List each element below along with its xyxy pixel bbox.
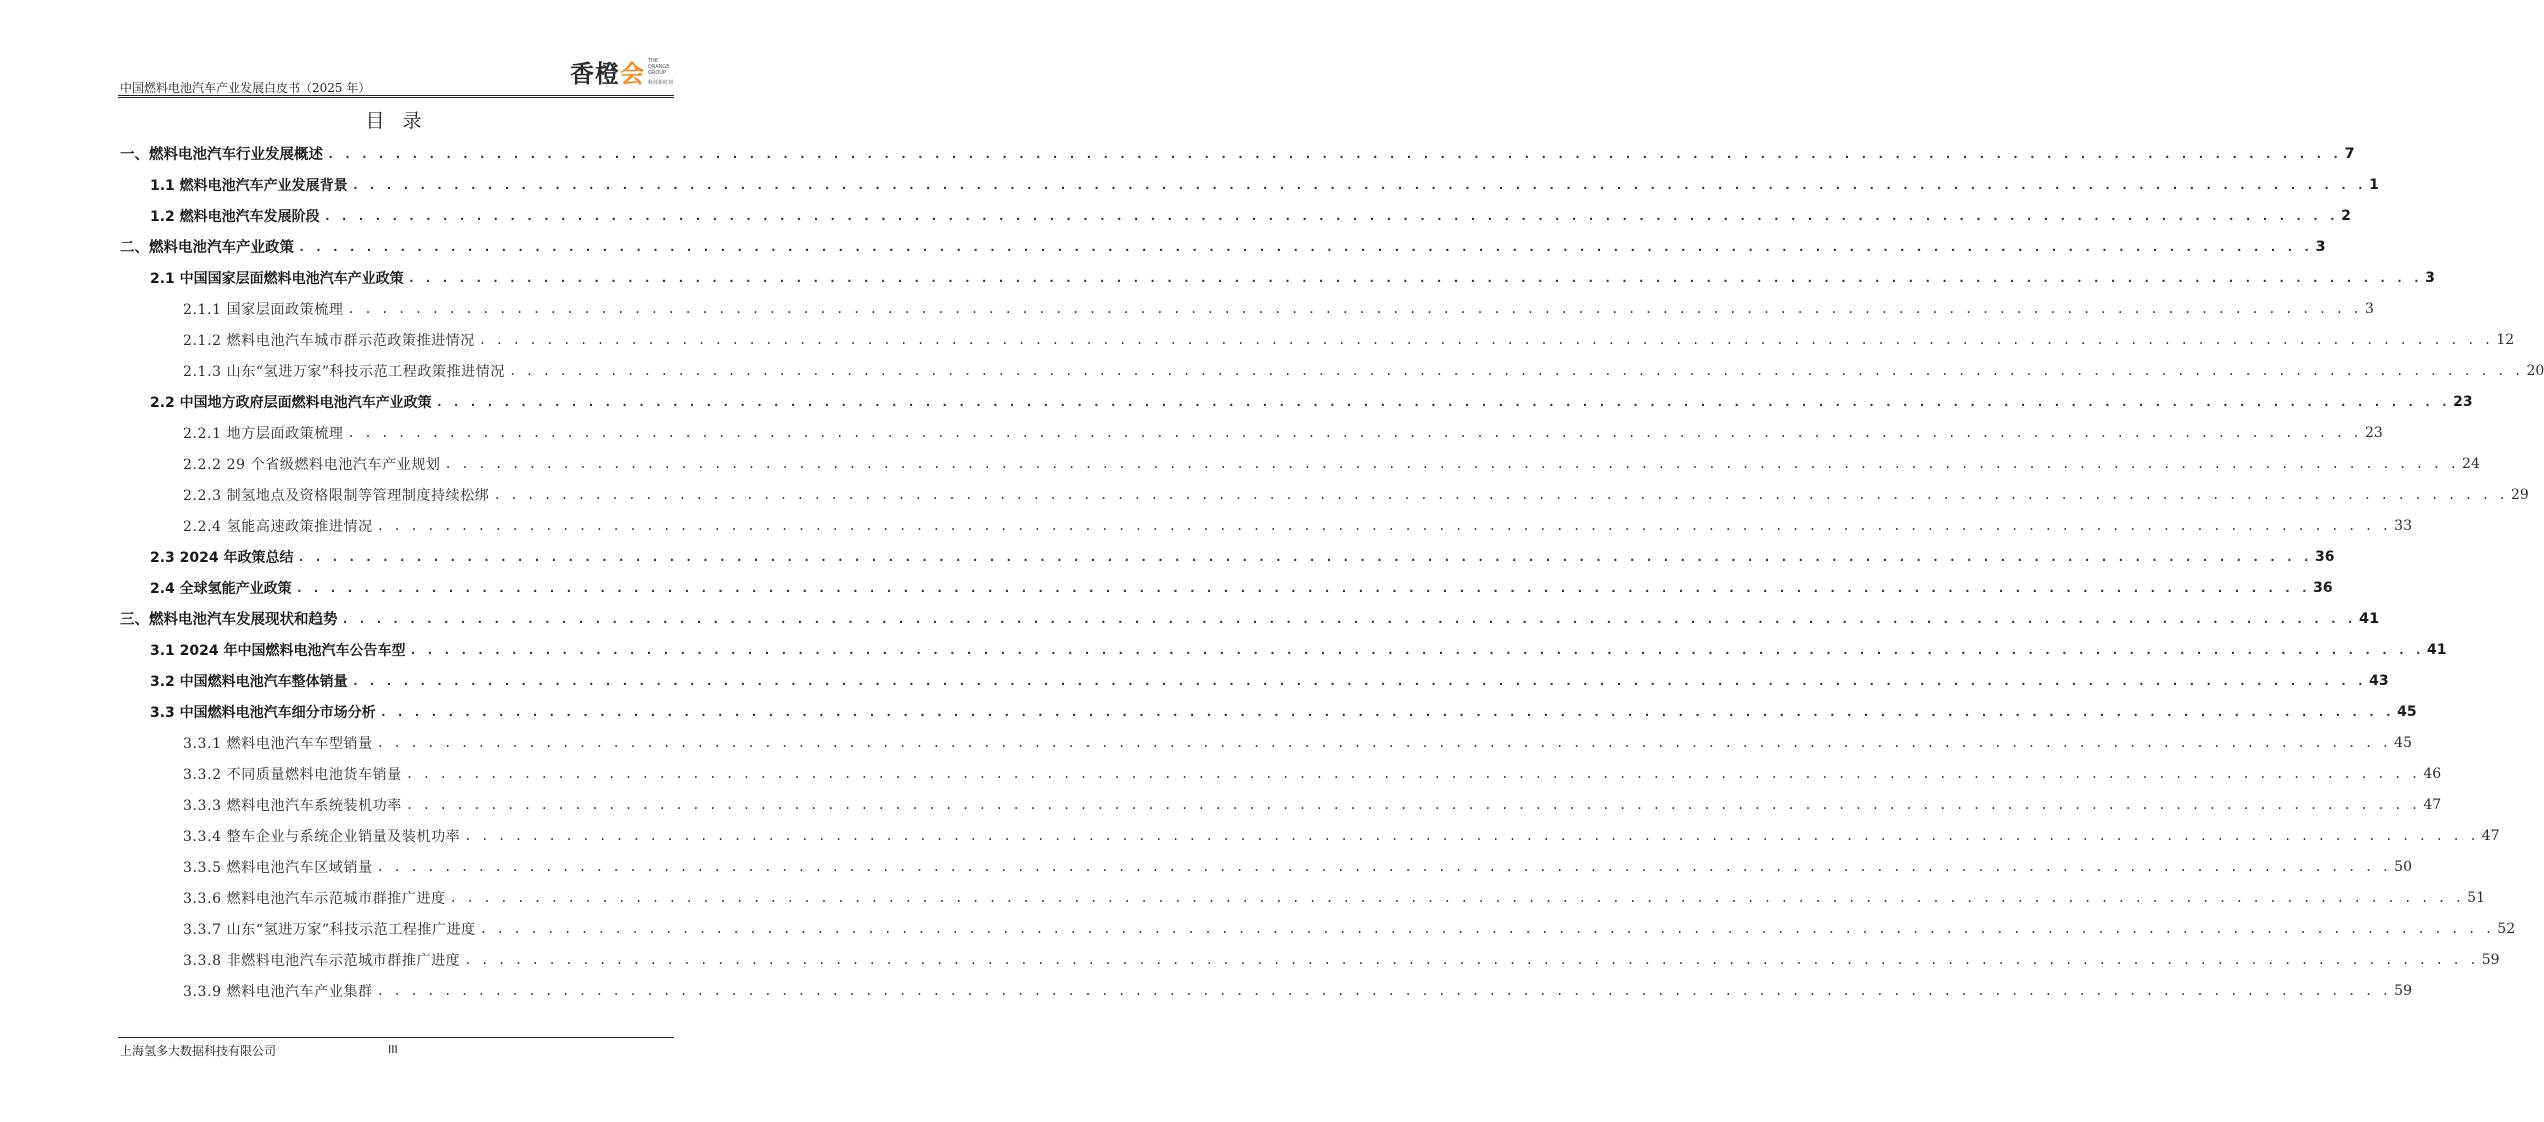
- toc-leader-dots: . . . . . . . . . . . . . . . . . . . . . . . . . . . . . . . . . . . . . . . . . . . . . . . . . . . . . . . . . . . . . . . . . . . . . . . . . . . . . . . . . . . . . . . . . . . . . . . . . . . . . . . . . . . . . . . . . . . . . . . .: [323, 209, 2338, 223]
- toc-leader-dots: . . . . . . . . . . . . . . . . . . . . . . . . . . . . . . . . . . . . . . . . . . . . . . . . . . . . . . . . . . . . . . . . . . . . . . . . . . . . . . . . . . . . . . . . . . . . . . . . . . . . . . . . . . . . . . . . . . . . . . . .: [509, 364, 2523, 378]
- toc-entry-label: 2.2.3 制氢地点及资格限制等管理制度持续松绑: [183, 487, 490, 504]
- toc-entry-page: 1: [2369, 176, 2379, 193]
- toc-leader-dots: . . . . . . . . . . . . . . . . . . . . . . . . . . . . . . . . . . . . . . . . . . . . . . . . . . . . . . . . . . . . . . . . . . . . . . . . . . . . . . . . . . . . . . . . . . . . . . . . . . . . . . . . . . . . . . . . . . . . . . . .: [449, 891, 2464, 905]
- toc-leader-dots: . . . . . . . . . . . . . . . . . . . . . . . . . . . . . . . . . . . . . . . . . . . . . . . . . . . . . . . . . . . . . . . . . . . . . . . . . . . . . . . . . . . . . . . . . . . . . . . . . . . . . . . . . . . . . . . . . . . . . . . .: [407, 271, 2422, 285]
- toc-entry-level-3[interactable]: [120, 789, 2442, 820]
- toc-leader-dots: . . . . . . . . . . . . . . . . . . . . . . . . . . . . . . . . . . . . . . . . . . . . . . . . . . . . . . . . . . . . . . . . . . . . . . . . . . . . . . . . . . . . . . . . . . . . . . . . . . . . . . . . . . . . . . . . . . . . . . . .: [405, 798, 2420, 812]
- toc-entry-level-2[interactable]: [120, 169, 2379, 200]
- toc-entry-page: 24: [2462, 455, 2480, 472]
- toc-entry-label: 2.3 2024 年政策总结: [150, 549, 294, 566]
- toc-entry-label: 3.3.3 燃料电池汽车系统装机功率: [183, 797, 402, 814]
- toc-entry-page: 2: [2341, 207, 2351, 224]
- toc-entry-label: 三、燃料电池汽车发展现状和趋势: [120, 612, 338, 628]
- toc-leader-dots: . . . . . . . . . . . . . . . . . . . . . . . . . . . . . . . . . . . . . . . . . . . . . . . . . . . . . . . . . . . . . . . . . . . . . . . . . . . . . . . . . . . . . . . . . . . . . . . . . . . . . . . . . . . . . . . . . . . . . . . .: [351, 674, 2366, 688]
- toc-title: 目 录: [365, 110, 428, 132]
- header-rule-secondary: [118, 97, 674, 98]
- toc-entry-level-3[interactable]: [120, 479, 2529, 510]
- toc-entry-page: 12: [2496, 331, 2515, 348]
- toc-entry-label: 3.3.5 燃料电池汽车区域销量: [183, 859, 373, 876]
- toc-leader-dots: . . . . . . . . . . . . . . . . . . . . . . . . . . . . . . . . . . . . . . . . . . . . . . . . . . . . . . . . . . . . . . . . . . . . . . . . . . . . . . . . . . . . . . . . . . . . . . . . . . . . . . . . . . . . . . . . . . . . . . . .: [297, 550, 2311, 564]
- toc-entry-level-3[interactable]: [120, 758, 2442, 789]
- toc-entry-page: 59: [2394, 982, 2412, 999]
- toc-entry-page: 23: [2364, 424, 2383, 441]
- toc-entry-page: 45: [2394, 734, 2412, 751]
- running-header-title: 中国燃料电池汽车产业发展白皮书（2025 年）: [120, 81, 371, 95]
- toc-leader-dots: . . . . . . . . . . . . . . . . . . . . . . . . . . . . . . . . . . . . . . . . . . . . . . . . . . . . . . . . . . . . . . . . . . . . . . . . . . . . . . . . . . . . . . . . . . . . . . . . . . . . . . . . . . . . . . . . . . . . . . . .: [379, 705, 2394, 719]
- toc-entry-page: 43: [2369, 672, 2389, 689]
- footer-page-number: III: [388, 1043, 398, 1056]
- toc-entry-label: 3.2 中国燃料电池汽车整体销量: [150, 673, 348, 690]
- toc-leader-dots: . . . . . . . . . . . . . . . . . . . . . . . . . . . . . . . . . . . . . . . . . . . . . . . . . . . . . . . . . . . . . . . . . . . . . . . . . . . . . . . . . . . . . . . . . . . . . . . . . . . . . . . . . . . . . . . . . . . . . . . .: [405, 767, 2420, 781]
- toc-leader-dots: . . . . . . . . . . . . . . . . . . . . . . . . . . . . . . . . . . . . . . . . . . . . . . . . . . . . . . . . . . . . . . . . . . . . . . . . . . . . . . . . . . . . . . . . . . . . . . . . . . . . . . . . . . . . . . . . . . . . . . . .: [435, 395, 2450, 409]
- toc-leader-dots: . . . . . . . . . . . . . . . . . . . . . . . . . . . . . . . . . . . . . . . . . . . . . . . . . . . . . . . . . . . . . . . . . . . . . . . . . . . . . . . . . . . . . . . . . . . . . . . . . . . . . . . . . . . . . . . . . . . . . . . .: [327, 147, 2341, 161]
- footer-company: 上海氢多大数据科技有限公司: [120, 1044, 277, 1058]
- toc-entry-page: 41: [2427, 641, 2447, 658]
- toc-entry-page: 3: [2315, 238, 2326, 255]
- toc-entry-label: 3.3.1 燃料电池汽车车型销量: [183, 735, 373, 752]
- toc-entry-page: 3: [2425, 269, 2435, 286]
- toc-entry-label: 2.1 中国国家层面燃料电池汽车产业政策: [150, 270, 404, 287]
- toc-entry-label: 1.2 燃料电池汽车发展阶段: [150, 208, 320, 225]
- toc-leader-dots: . . . . . . . . . . . . . . . . . . . . . . . . . . . . . . . . . . . . . . . . . . . . . . . . . . . . . . . . . . . . . . . . . . . . . . . . . . . . . . . . . . . . . . . . . . . . . . . . . . . . . . . . . . . . . . . . . . . . . . . .: [295, 581, 2310, 595]
- toc-entry-page: 45: [2397, 703, 2417, 720]
- toc-entry-page: 46: [2423, 765, 2442, 782]
- toc-leader-dots: . . . . . . . . . . . . . . . . . . . . . . . . . . . . . . . . . . . . . . . . . . . . . . . . . . . . . . . . . . . . . . . . . . . . . . . . . . . . . . . . . . . . . . . . . . . . . . . . . . . . . . . . . . . . . . . . . . . . . . . .: [347, 426, 2361, 440]
- toc-entry-label: 2.2.2 29 个省级燃料电池汽车产业规划: [183, 456, 441, 473]
- toc-entry-label: 3.3.7 山东“氢进万家”科技示范工程推广进度: [183, 921, 476, 938]
- toc-entry-level-3[interactable]: [120, 324, 2515, 355]
- toc-entry-level-2[interactable]: [120, 541, 2335, 572]
- toc-entry-level-2[interactable]: [120, 572, 2333, 603]
- toc-entry-label: 3.3.6 燃料电池汽车示范城市群推广进度: [183, 890, 446, 907]
- toc-leader-dots: . . . . . . . . . . . . . . . . . . . . . . . . . . . . . . . . . . . . . . . . . . . . . . . . . . . . . . . . . . . . . . . . . . . . . . . . . . . . . . . . . . . . . . . . . . . . . . . . . . . . . . . . . . . . . . . . . . . . . . . .: [478, 333, 2493, 347]
- toc-leader-dots: . . . . . . . . . . . . . . . . . . . . . . . . . . . . . . . . . . . . . . . . . . . . . . . . . . . . . . . . . . . . . . . . . . . . . . . . . . . . . . . . . . . . . . . . . . . . . . . . . . . . . . . . . . . . . . . . . . . . . . . .: [409, 643, 2423, 657]
- toc-entry-level-1[interactable]: [120, 603, 2380, 634]
- toc-entry-page: 47: [2481, 827, 2500, 844]
- toc-entry-level-3[interactable]: [120, 913, 2516, 944]
- toc-entry-level-3[interactable]: [120, 293, 2374, 324]
- toc-entry-page: 23: [2453, 393, 2473, 410]
- toc-leader-dots: . . . . . . . . . . . . . . . . . . . . . . . . . . . . . . . . . . . . . . . . . . . . . . . . . . . . . . . . . . . . . . . . . . . . . . . . . . . . . . . . . . . . . . . . . . . . . . . . . . . . . . . . . . . . . . . . . . . . . . . .: [464, 953, 2478, 967]
- table-of-contents: [120, 138, 2544, 1006]
- toc-entry-label: 3.1 2024 年中国燃料电池汽车公告车型: [150, 642, 406, 659]
- toc-leader-dots: . . . . . . . . . . . . . . . . . . . . . . . . . . . . . . . . . . . . . . . . . . . . . . . . . . . . . . . . . . . . . . . . . . . . . . . . . . . . . . . . . . . . . . . . . . . . . . . . . . . . . . . . . . . . . . . . . . . . . . . .: [444, 457, 2459, 471]
- toc-entry-level-2[interactable]: [120, 696, 2417, 727]
- toc-entry-page: 29: [2510, 486, 2529, 503]
- toc-entry-level-1[interactable]: [120, 231, 2326, 262]
- toc-entry-label: 3.3.4 整车企业与系统企业销量及装机功率: [183, 828, 461, 845]
- toc-entry-page: 50: [2394, 858, 2412, 875]
- footer-rule: [118, 1037, 674, 1038]
- toc-entry-label: 2.1.1 国家层面政策梳理: [183, 301, 344, 318]
- toc-entry-page: 36: [2315, 548, 2335, 565]
- header-rule: [118, 95, 674, 96]
- toc-entry-label: 2.4 全球氢能产业政策: [150, 580, 292, 597]
- toc-entry-label: 3.3.2 不同质量燃料电池货车销量: [183, 766, 402, 783]
- toc-leader-dots: . . . . . . . . . . . . . . . . . . . . . . . . . . . . . . . . . . . . . . . . . . . . . . . . . . . . . . . . . . . . . . . . . . . . . . . . . . . . . . . . . . . . . . . . . . . . . . . . . . . . . . . . . . . . . . . . . . . . . . . .: [298, 240, 2312, 254]
- brand-logo: [570, 55, 673, 87]
- toc-entry-page: 47: [2423, 796, 2442, 813]
- toc-entry-page: 33: [2394, 517, 2412, 534]
- toc-entry-label: 3.3.9 燃料电池汽车产业集群: [183, 983, 373, 1000]
- toc-entry-level-3[interactable]: [120, 944, 2500, 975]
- toc-entry-label: 3.3.8 非燃料电池汽车示范城市群推广进度: [183, 952, 461, 969]
- toc-entry-label: 2.1.3 山东“氢进万家”科技示范工程政策推进情况: [183, 363, 505, 380]
- toc-entry-label: 3.3 中国燃料电池汽车细分市场分析: [150, 704, 376, 721]
- toc-entry-level-3[interactable]: [120, 510, 2412, 541]
- toc-entry-page: 52: [2497, 920, 2516, 937]
- toc-entry-label: 2.2.4 氢能高速政策推进情况: [183, 518, 373, 535]
- toc-leader-dots: . . . . . . . . . . . . . . . . . . . . . . . . . . . . . . . . . . . . . . . . . . . . . . . . . . . . . . . . . . . . . . . . . . . . . . . . . . . . . . . . . . . . . . . . . . . . . . . . . . . . . . . . . . . . . . . . . . . . . . . .: [479, 922, 2494, 936]
- toc-leader-dots: . . . . . . . . . . . . . . . . . . . . . . . . . . . . . . . . . . . . . . . . . . . . . . . . . . . . . . . . . . . . . . . . . . . . . . . . . . . . . . . . . . . . . . . . . . . . . . . . . . . . . . . . . . . . . . . . . . . . . . . .: [341, 612, 2355, 626]
- toc-entry-label: 一、燃料电池汽车行业发展概述: [120, 147, 323, 163]
- toc-entry-level-3[interactable]: [120, 417, 2383, 448]
- toc-entry-level-2[interactable]: [120, 634, 2447, 665]
- toc-entry-level-3[interactable]: [120, 355, 2544, 386]
- toc-entry-page: 41: [2358, 610, 2380, 627]
- toc-leader-dots: . . . . . . . . . . . . . . . . . . . . . . . . . . . . . . . . . . . . . . . . . . . . . . . . . . . . . . . . . . . . . . . . . . . . . . . . . . . . . . . . . . . . . . . . . . . . . . . . . . . . . . . . . . . . . . . . . . . . . . . .: [376, 984, 2391, 998]
- toc-leader-dots: . . . . . . . . . . . . . . . . . . . . . . . . . . . . . . . . . . . . . . . . . . . . . . . . . . . . . . . . . . . . . . . . . . . . . . . . . . . . . . . . . . . . . . . . . . . . . . . . . . . . . . . . . . . . . . . . . . . . . . . .: [464, 829, 2478, 843]
- toc-entry-page: 7: [2344, 145, 2355, 162]
- toc-entry-page: 20: [2526, 362, 2544, 379]
- toc-entry-level-2[interactable]: [120, 262, 2435, 293]
- toc-entry-label: 2.2.1 地方层面政策梳理: [183, 425, 344, 442]
- toc-entry-level-3[interactable]: [120, 851, 2412, 882]
- toc-entry-page: 51: [2467, 889, 2485, 906]
- toc-entry-page: 36: [2313, 579, 2333, 596]
- toc-entry-level-3[interactable]: [120, 727, 2412, 758]
- toc-leader-dots: . . . . . . . . . . . . . . . . . . . . . . . . . . . . . . . . . . . . . . . . . . . . . . . . . . . . . . . . . . . . . . . . . . . . . . . . . . . . . . . . . . . . . . . . . . . . . . . . . . . . . . . . . . . . . . . . . . . . . . . .: [376, 860, 2391, 874]
- toc-leader-dots: . . . . . . . . . . . . . . . . . . . . . . . . . . . . . . . . . . . . . . . . . . . . . . . . . . . . . . . . . . . . . . . . . . . . . . . . . . . . . . . . . . . . . . . . . . . . . . . . . . . . . . . . . . . . . . . . . . . . . . . .: [493, 488, 2507, 502]
- toc-leader-dots: . . . . . . . . . . . . . . . . . . . . . . . . . . . . . . . . . . . . . . . . . . . . . . . . . . . . . . . . . . . . . . . . . . . . . . . . . . . . . . . . . . . . . . . . . . . . . . . . . . . . . . . . . . . . . . . . . . . . . . . .: [351, 178, 2366, 192]
- logo-wordmark: 香橙会: [570, 59, 645, 88]
- toc-entry-level-2[interactable]: [120, 386, 2473, 417]
- toc-entry-level-3[interactable]: [120, 882, 2485, 913]
- toc-entry-level-3[interactable]: [120, 820, 2500, 851]
- toc-entry-page: 3: [2364, 300, 2374, 317]
- toc-entry-label: 二、燃料电池汽车产业政策: [120, 240, 294, 256]
- toc-leader-dots: . . . . . . . . . . . . . . . . . . . . . . . . . . . . . . . . . . . . . . . . . . . . . . . . . . . . . . . . . . . . . . . . . . . . . . . . . . . . . . . . . . . . . . . . . . . . . . . . . . . . . . . . . . . . . . . . . . . . . . . .: [376, 736, 2391, 750]
- toc-entry-level-1[interactable]: [120, 138, 2355, 169]
- toc-entry-level-3[interactable]: [120, 448, 2480, 479]
- toc-entry-page: 59: [2481, 951, 2500, 968]
- toc-leader-dots: . . . . . . . . . . . . . . . . . . . . . . . . . . . . . . . . . . . . . . . . . . . . . . . . . . . . . . . . . . . . . . . . . . . . . . . . . . . . . . . . . . . . . . . . . . . . . . . . . . . . . . . . . . . . . . . . . . . . . . . .: [347, 302, 2361, 316]
- toc-entry-level-2[interactable]: [120, 665, 2389, 696]
- toc-entry-label: 2.2 中国地方政府层面燃料电池汽车产业政策: [150, 394, 432, 411]
- toc-entry-label: 2.1.2 燃料电池汽车城市群示范政策推进情况: [183, 332, 475, 349]
- logo-tagline: THE ORANGE GROUP 科技新时刻: [648, 58, 674, 86]
- toc-entry-level-2[interactable]: [120, 200, 2351, 231]
- toc-entry-level-3[interactable]: [120, 975, 2412, 1006]
- toc-leader-dots: . . . . . . . . . . . . . . . . . . . . . . . . . . . . . . . . . . . . . . . . . . . . . . . . . . . . . . . . . . . . . . . . . . . . . . . . . . . . . . . . . . . . . . . . . . . . . . . . . . . . . . . . . . . . . . . . . . . . . . . .: [376, 519, 2391, 533]
- toc-entry-label: 1.1 燃料电池汽车产业发展背景: [150, 177, 348, 194]
